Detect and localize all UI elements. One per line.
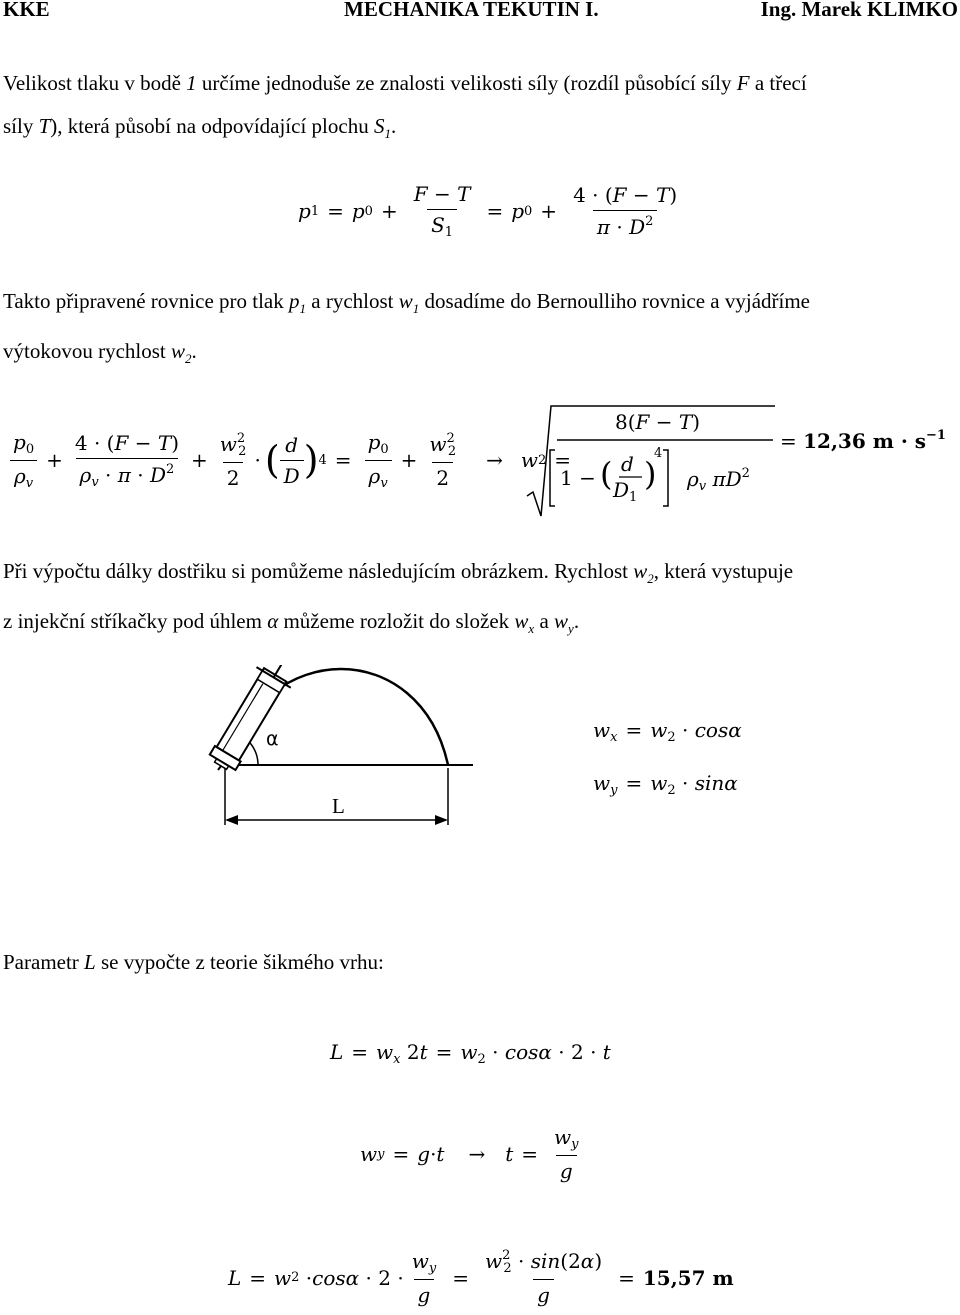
sqrt-denominator-one: 1 − — [560, 466, 596, 490]
paragraph-4: Parametr L se vypočte z teorie šikmého vrhu: — [3, 950, 384, 974]
header-center: MECHANIKA TEKUTIN I. — [344, 0, 599, 21]
equation-final: L = w 2 · cosα · 2 · $\frac{w_y}{g}$ = $\frac{w^2_2 \cdot \sin(2\alpha)}{g}$ = 15,57 m — [228, 1248, 734, 1307]
equation-bernoulli: $\frac{p_0}{\rho_v}$ + $\frac{4 \cdot (F - T)}{\rho_v \cdot \pi \cdot D^2}$ + $\frac{w^2_2}{2}$ · ( $\frac{d}{D}$ ) 4 = $\frac{p_0}{\rho_v}$ + $\frac{w^2_2}{2}$ → w 2 = — [5, 405, 579, 515]
alpha-label: α — [266, 728, 279, 750]
trajectory-figure — [130, 665, 480, 915]
l-label: L — [332, 794, 345, 818]
paragraph-2: Takto připravené rovnice pro tlak $p_1$ a rychlost $w_1$ dosadíme do Bernoulliho rovnice a vyjádříme výtokovou rychlost $w_2$. — [3, 289, 811, 367]
equation-wy: $w_y = w_2 \cdot \sin\alpha$ — [593, 771, 738, 798]
equation-l: $L = w_x$ $2t = w_2 \cdot \cos\alpha \cdot 2 \cdot t$ — [330, 1040, 611, 1067]
paragraph-1: Velikost tlaku v bodě 1 určíme jednoduše ze znalosti velikosti síly (rozdíl působící síly F a třecí síly T), která působí na odpovídající plochu $S_1$. — [3, 71, 807, 142]
header-right: Ing. Marek KLIMKO — [760, 0, 958, 21]
equation-time: w y = g · t → t = $\frac{w_y}{g}$ — [360, 1125, 579, 1183]
sqrt-numerator: 8(F − T) — [615, 410, 701, 434]
paragraph-3: Při výpočtu dálky dostřiku si pomůžeme následujícím obrázkem. Rychlost $w_2$, která vystupuje z injekční stříkačky pod úhlem α můžeme rozložit do složek $w_x$ a $w_y$. — [3, 559, 794, 637]
equation-pressure: p 1 = p 0 + $\frac{F - T}{S_1}$ = p 0 + $\frac{4 \cdot (F - T)}{\pi \cdot D^2}$ — [298, 182, 678, 240]
equation-wx: $w_x = w_2 \cdot \cos\alpha$ — [593, 718, 742, 745]
header-left: KKE — [3, 0, 50, 21]
velocity-result: = 12,36 $m \cdot s^{-1}$ — [780, 428, 946, 453]
